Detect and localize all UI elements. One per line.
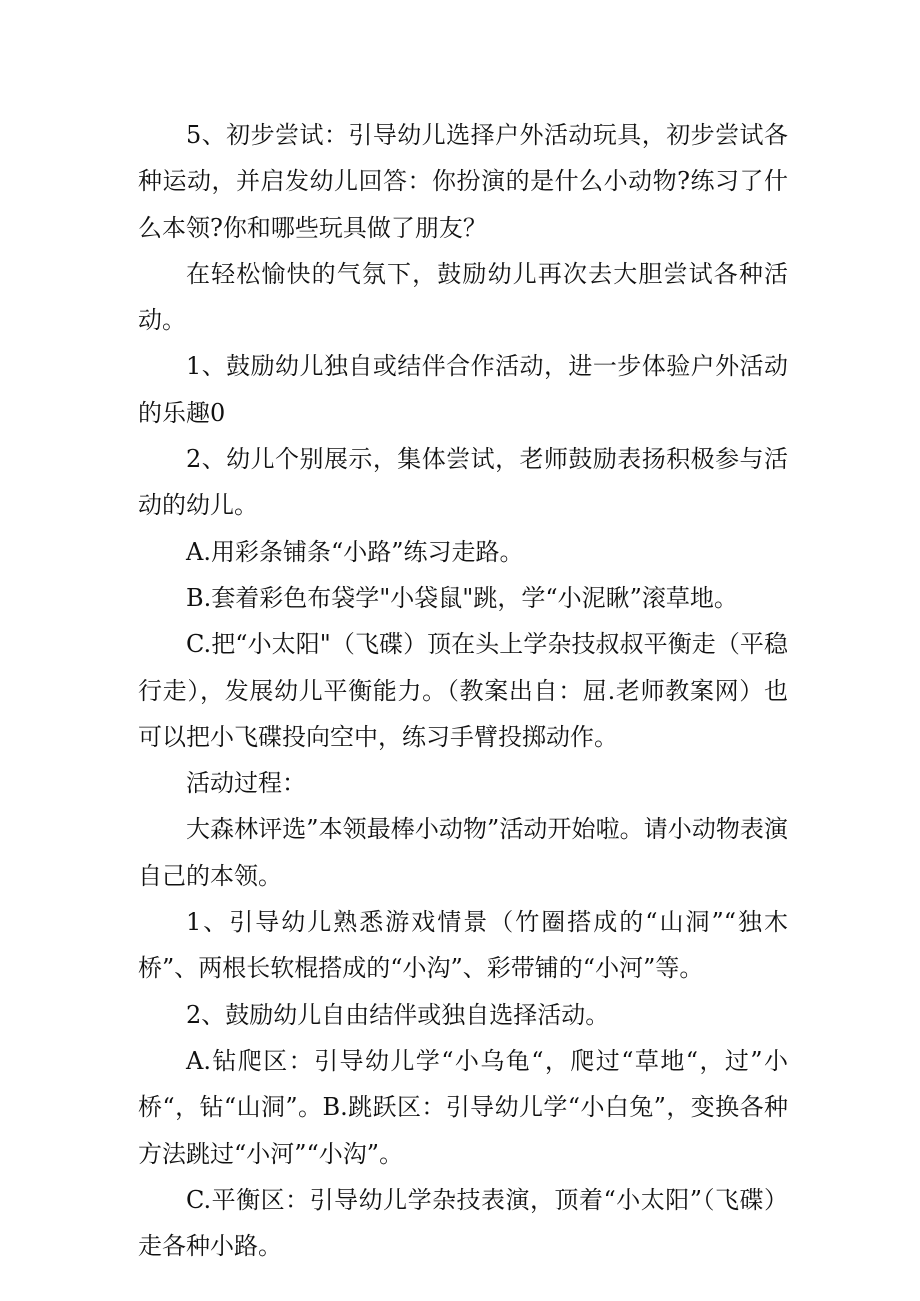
paragraph-forest-selection: 大森林评选”本领最棒小动物”活动开始啦。请小动物表演自己的本领。 — [138, 815, 788, 890]
paragraph-item-b-kangaroo: B.套着彩色布袋学"小袋鼠"跳，学“小泥瞅”滚草地。 — [186, 583, 738, 612]
paragraph-zone-balance: C.平衡区：引导幼儿学杂技表演，顶着“小太阳”（飞碟）走各种小路。 — [138, 1185, 788, 1261]
paragraph-step5-trial: 5、初步尝试：引导幼儿选择户外活动玩具，初步尝试各种运动，并启发幼儿回答：你扮演的是什么小动物?练习了什么本领?你和哪些玩具做了朋友？ — [138, 121, 788, 242]
paragraph-item-a-path: A.用彩条铺条“小路”练习走路。 — [186, 537, 524, 566]
paragraph-free-choice: 2、鼓励幼儿自由结伴或独自选择活动。 — [186, 1000, 610, 1029]
paragraph-relaxed-atmosphere: 在轻松愉快的气氛下，鼓励幼儿再次去大胆尝试各种活动。 — [138, 259, 788, 335]
section-heading-activity-process: 活动过程： — [186, 769, 306, 798]
paragraph-encourage-independent: 1、鼓励幼儿独自或结伴合作活动，进一步体验户外活动的乐趣0 — [138, 352, 788, 427]
paragraph-item-c-balance: C.把“小太阳"（飞碟）顶在头上学杂技叔叔平衡走（平稳行走），发展幼儿平衡能力。（教案出自：屈.老师教案网）也可以把小飞碟投向空中，练习手臂投掷动作。 — [138, 630, 788, 751]
paragraph-zones-crawl-jump: A.钻爬区：引导幼儿学“小乌龟“，爬过“草地“，过”小桥“，钻“山洞”。B.跳跃区：引导幼儿学“小白兔”，变换各种方法跳过“小河”“小沟”。 — [138, 1046, 788, 1168]
paragraph-individual-display: 2、幼儿个别展示，集体尝试，老师鼓励表扬积极参与活动的幼儿。 — [138, 445, 788, 520]
document-page — [138, 112, 788, 1269]
paragraph-game-scene: 1、引导幼儿熟悉游戏情景（竹圈搭成的“山洞”“独木桥”、两根长软棍搭成的“小沟”、彩带铺的“小河”等。 — [138, 908, 788, 983]
